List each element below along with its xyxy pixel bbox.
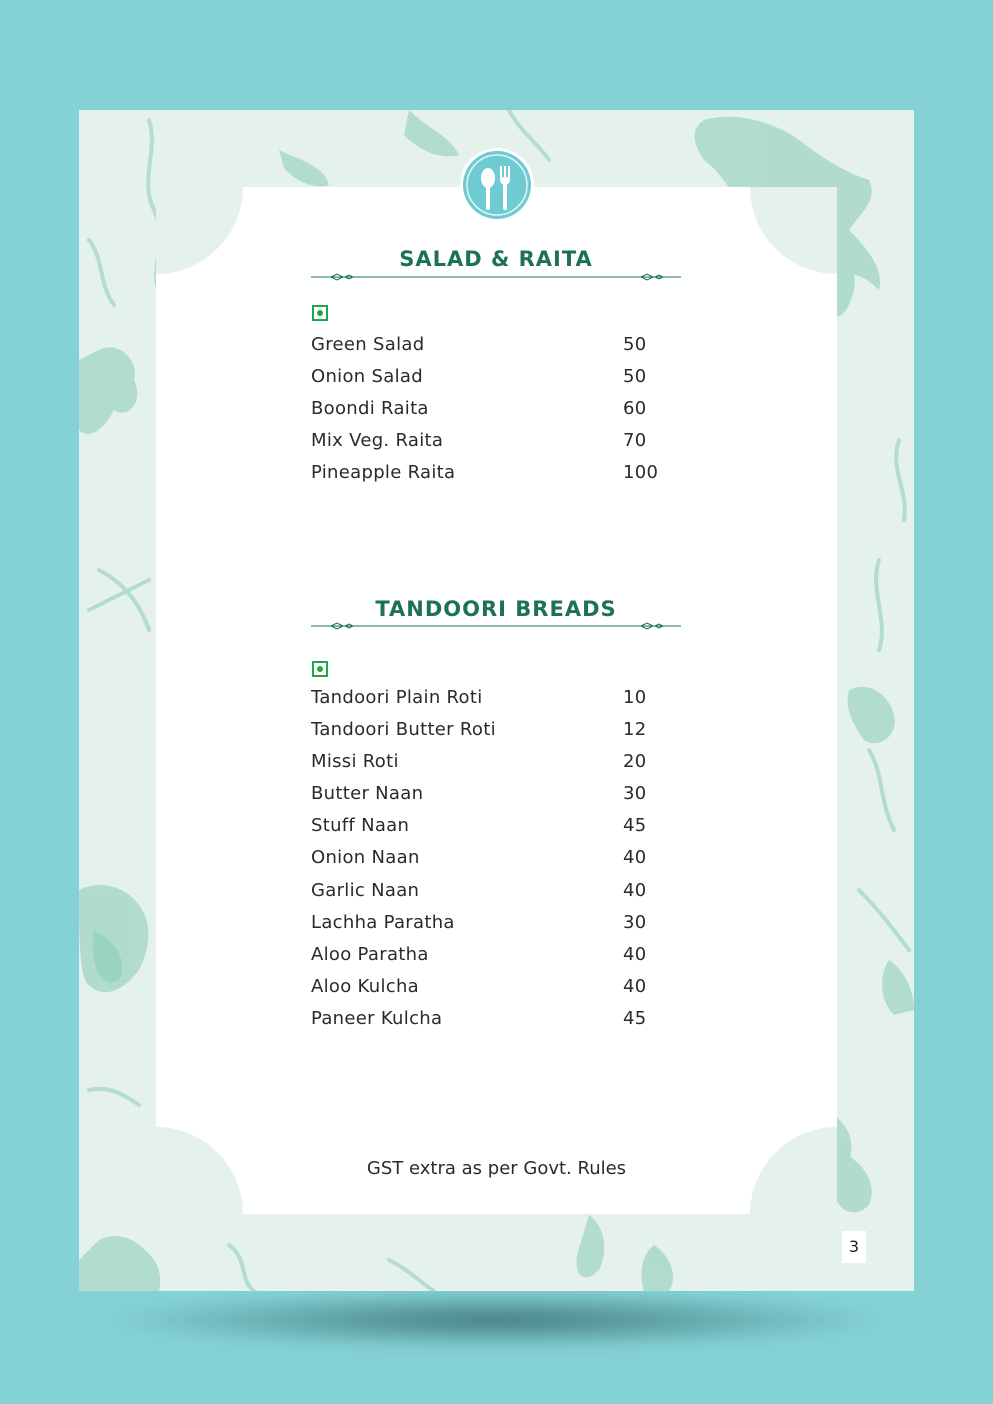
item-name: Onion Naan	[311, 847, 420, 869]
section-title-salad-raita: SALAD & RAITA	[399, 247, 593, 271]
item-name: Missi Roti	[311, 751, 399, 773]
gst-note: GST extra as per Govt. Rules	[366, 1158, 627, 1179]
item-name: Paneer Kulcha	[311, 1007, 443, 1029]
item-name: Tandoori Butter Roti	[311, 719, 496, 741]
list-item	[311, 907, 671, 939]
item-name: Lachha Paratha	[311, 911, 455, 933]
item-price: 40	[623, 879, 647, 901]
list-item	[311, 842, 671, 874]
veg-symbol-icon	[312, 305, 328, 321]
list-item	[311, 714, 671, 746]
item-price: 30	[623, 783, 647, 805]
list-item	[311, 875, 671, 907]
list-item	[311, 810, 671, 842]
item-name: Pineapple Raita	[311, 462, 456, 484]
item-price: 40	[623, 975, 647, 997]
item-price: 40	[623, 847, 647, 869]
list-item	[311, 457, 671, 489]
list-item	[311, 329, 671, 361]
item-price: 10	[623, 687, 647, 708]
item-price: 40	[623, 943, 647, 965]
item-price: 12	[623, 719, 647, 741]
veg-symbol-icon	[312, 661, 328, 677]
item-name: Boondi Raita	[311, 398, 429, 420]
item-price: 45	[623, 815, 647, 837]
item-price: 60	[623, 398, 647, 420]
item-name: Butter Naan	[311, 783, 424, 805]
item-name: Aloo Paratha	[311, 943, 429, 965]
list-item	[311, 361, 671, 393]
salad-raita-list	[311, 329, 671, 489]
list-item	[311, 939, 671, 971]
item-name: Garlic Naan	[311, 879, 420, 901]
item-price: 20	[623, 751, 647, 773]
item-price: 70	[623, 430, 647, 452]
tandoori-breads-list	[311, 682, 671, 1035]
list-item	[311, 682, 671, 714]
item-name: Aloo Kulcha	[311, 975, 420, 997]
list-item	[311, 971, 671, 1003]
menu-page	[79, 110, 914, 1291]
item-name: Onion Salad	[311, 366, 423, 388]
list-item	[311, 746, 671, 778]
list-item	[311, 393, 671, 425]
spoon-fork-icon	[460, 148, 534, 222]
item-name: Green Salad	[311, 334, 425, 355]
item-price: 50	[623, 334, 647, 355]
item-name: Stuff Naan	[311, 815, 410, 837]
item-price: 100	[623, 462, 659, 484]
list-item	[311, 1003, 671, 1035]
section-divider	[311, 620, 681, 632]
page-shadow	[100, 1290, 893, 1350]
item-price: 45	[623, 1007, 647, 1029]
section-title-tandoori-breads: TANDOORI BREADS	[375, 597, 617, 621]
list-item	[311, 425, 671, 457]
list-item	[311, 778, 671, 810]
item-name: Mix Veg. Raita	[311, 430, 444, 452]
section-divider	[311, 271, 681, 283]
item-name: Tandoori Plain Roti	[311, 687, 483, 708]
item-price: 50	[623, 366, 647, 388]
item-price: 30	[623, 911, 647, 933]
page-number: 3	[842, 1231, 866, 1263]
